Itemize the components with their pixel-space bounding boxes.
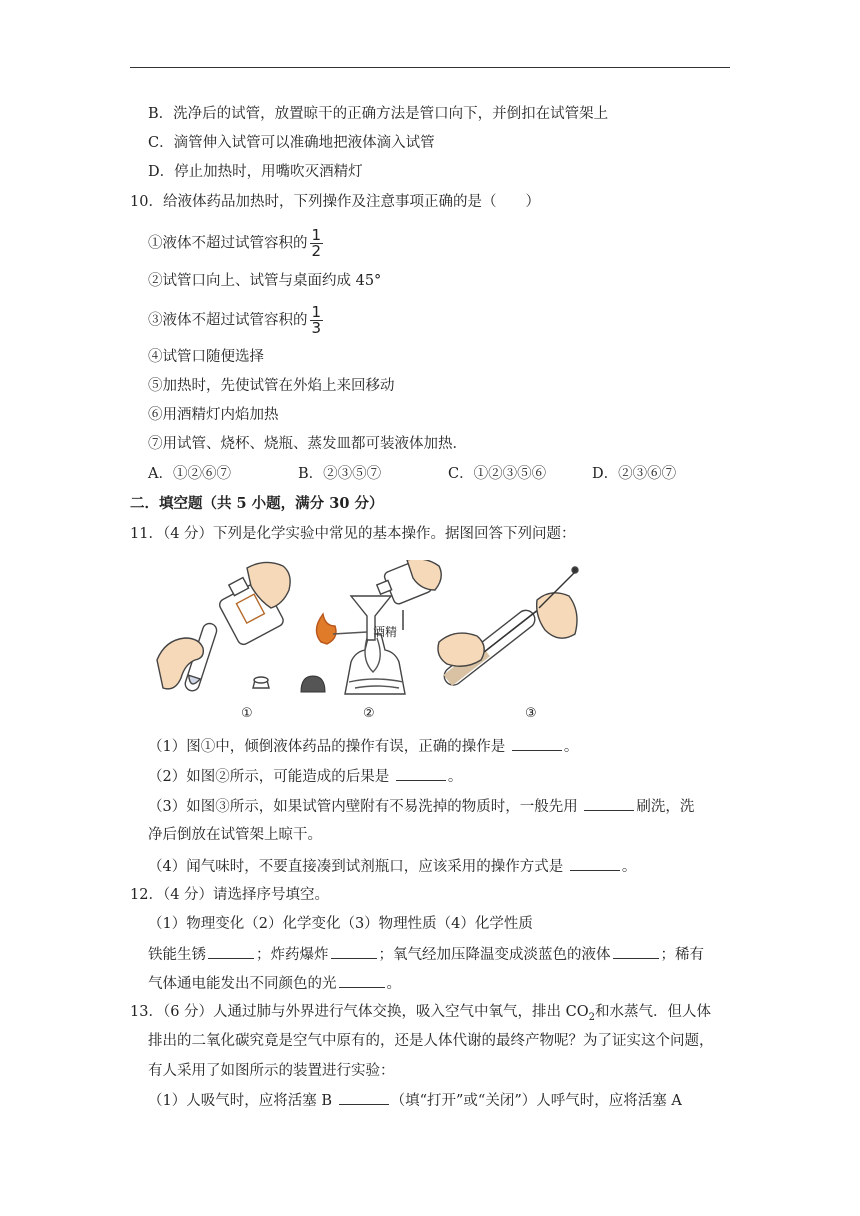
fraction-denominator: 2	[311, 242, 322, 260]
q11-p3-text: （3）如图③所示，如果试管内壁附有不易洗掉的物质时，一般先用	[148, 799, 578, 815]
answer-blank[interactable]	[613, 944, 659, 959]
q13-line-3: 有人采用了如图所示的装置进行实验：	[148, 1063, 395, 1079]
q13-l1-b: 和水蒸气．但人体	[595, 1004, 711, 1020]
answer-blank[interactable]	[396, 766, 446, 781]
header-rule	[130, 67, 730, 68]
q10-option-d: D．②③⑥⑦	[592, 466, 677, 482]
q13-line-4	[148, 1090, 682, 1111]
q12-l1-a: 铁能生锈	[148, 947, 206, 963]
section-heading: 二．填空题（共 5 小题，满分 30 分）	[130, 495, 384, 512]
q11-p2-text: （2）如图②所示，可能造成的后果是	[148, 769, 390, 785]
lab-illustration	[155, 560, 595, 726]
q13-l4-b: （填“打开”或“关闭”）人呼气时，应将活塞 A	[390, 1093, 682, 1109]
q11-part-3	[148, 796, 694, 817]
q9-option-b: B．洗净后的试管，放置晾干的正确方法是管口向下，并倒扣在试管架上	[148, 106, 609, 122]
q11-p4-end: 。	[621, 859, 637, 875]
q10-statement-2: ②试管口向上、试管与桌面约成 45°	[148, 273, 382, 289]
fraction-one-half	[310, 228, 324, 259]
q11-part-4	[148, 856, 636, 877]
q10-option-c: C．①②③⑤⑥	[448, 466, 547, 482]
answer-blank[interactable]	[208, 944, 254, 959]
q11-p1-end: 。	[563, 739, 579, 755]
q10-statement-1	[148, 228, 323, 259]
q11-p4-text: （4）闻气味时，不要直接凑到试剂瓶口，应该采用的操作方式是	[148, 859, 564, 875]
q12-line-1	[148, 944, 704, 965]
q12-line-2	[148, 973, 401, 994]
answer-blank[interactable]	[570, 856, 620, 871]
lab-operations-figure	[155, 560, 595, 726]
q11-part-1	[148, 736, 578, 757]
q12-l2-b: 。	[386, 976, 401, 992]
fraction-denominator: 3	[311, 319, 322, 337]
q10-statement-5: ⑤加热时，先使试管在外焰上来回移动	[148, 378, 395, 394]
fraction-numerator: 1	[311, 303, 322, 321]
figure-3-number: ③	[525, 706, 537, 721]
q12-options: （1）物理变化（2）化学变化（3）物理性质（4）化学性质	[148, 916, 533, 932]
q13-l1-a: 13．（6 分）人通过肺与外界进行气体交换，吸入空气中氧气，排出 CO	[130, 1004, 589, 1020]
figure-1-number: ①	[241, 706, 253, 721]
q10-stem: 10．给液体药品加热时，下列操作及注意事项正确的是（ ）	[130, 194, 540, 210]
fraction-numerator: 1	[311, 226, 322, 244]
q11-part-2	[148, 766, 462, 787]
q11-p2-end: 。	[447, 769, 463, 785]
q12-stem: 12．（4 分）请选择序号填空。	[130, 887, 330, 903]
fraction-one-third	[310, 305, 324, 336]
q10-option-b: B．②③⑤⑦	[298, 466, 382, 482]
answer-blank[interactable]	[331, 944, 377, 959]
label-alcohol: 酒精	[373, 625, 398, 639]
q10-s3-text: ③液体不超过试管容积的	[148, 312, 308, 329]
answer-blank[interactable]	[339, 973, 385, 988]
answer-blank[interactable]	[339, 1090, 389, 1105]
figure-1-pouring	[157, 562, 290, 692]
q10-statement-3	[148, 305, 323, 336]
answer-blank[interactable]	[584, 796, 634, 811]
q13-l4-a: （1）人吸气时，应将活塞 B	[148, 1093, 332, 1109]
q10-statement-6: ⑥用酒精灯内焰加热	[148, 407, 279, 423]
q11-part-3-cont: 净后倒放在试管架上晾干。	[148, 827, 322, 843]
q10-option-a: A．①②⑥⑦	[148, 466, 231, 482]
q12-l1-d: ；稀有	[660, 947, 704, 963]
q11-stem: 11．（4 分）下列是化学实验中常见的基本操作。据图回答下列问题：	[130, 526, 576, 542]
q13-l1-sub: 2	[588, 1011, 595, 1023]
q13-line-2: 排出的二氧化碳究竟是空气中原有的，还是人体代谢的最终产物呢？为了证实这个问题，	[148, 1033, 714, 1049]
q11-p3-end: 刷洗，洗	[636, 799, 695, 815]
q12-l2-a: 气体通电能发出不同颜色的光	[148, 976, 337, 992]
q10-statement-7: ⑦用试管、烧杯、烧瓶、蒸发皿都可装液体加热．	[148, 436, 467, 452]
q9-option-d: D．停止加热时，用嘴吹灭酒精灯	[148, 164, 363, 180]
q11-p1-text: （1）图①中，倾倒液体药品的操作有误，正确的操作是	[148, 739, 506, 755]
figure-3-brushing	[438, 567, 578, 689]
figure-2-number: ②	[363, 706, 375, 721]
q9-option-c: C．滴管伸入试管可以准确地把液体滴入试管	[148, 135, 435, 151]
answer-blank[interactable]	[512, 736, 562, 751]
q12-l1-c: ；氧气经加压降温变成淡蓝色的液体	[378, 947, 611, 963]
q10-s1-text: ①液体不超过试管容积的	[148, 235, 308, 252]
q12-l1-b: ；炸药爆炸	[256, 947, 329, 963]
q10-statement-4: ④试管口随便选择	[148, 349, 264, 365]
q13-line-1	[130, 1002, 711, 1028]
